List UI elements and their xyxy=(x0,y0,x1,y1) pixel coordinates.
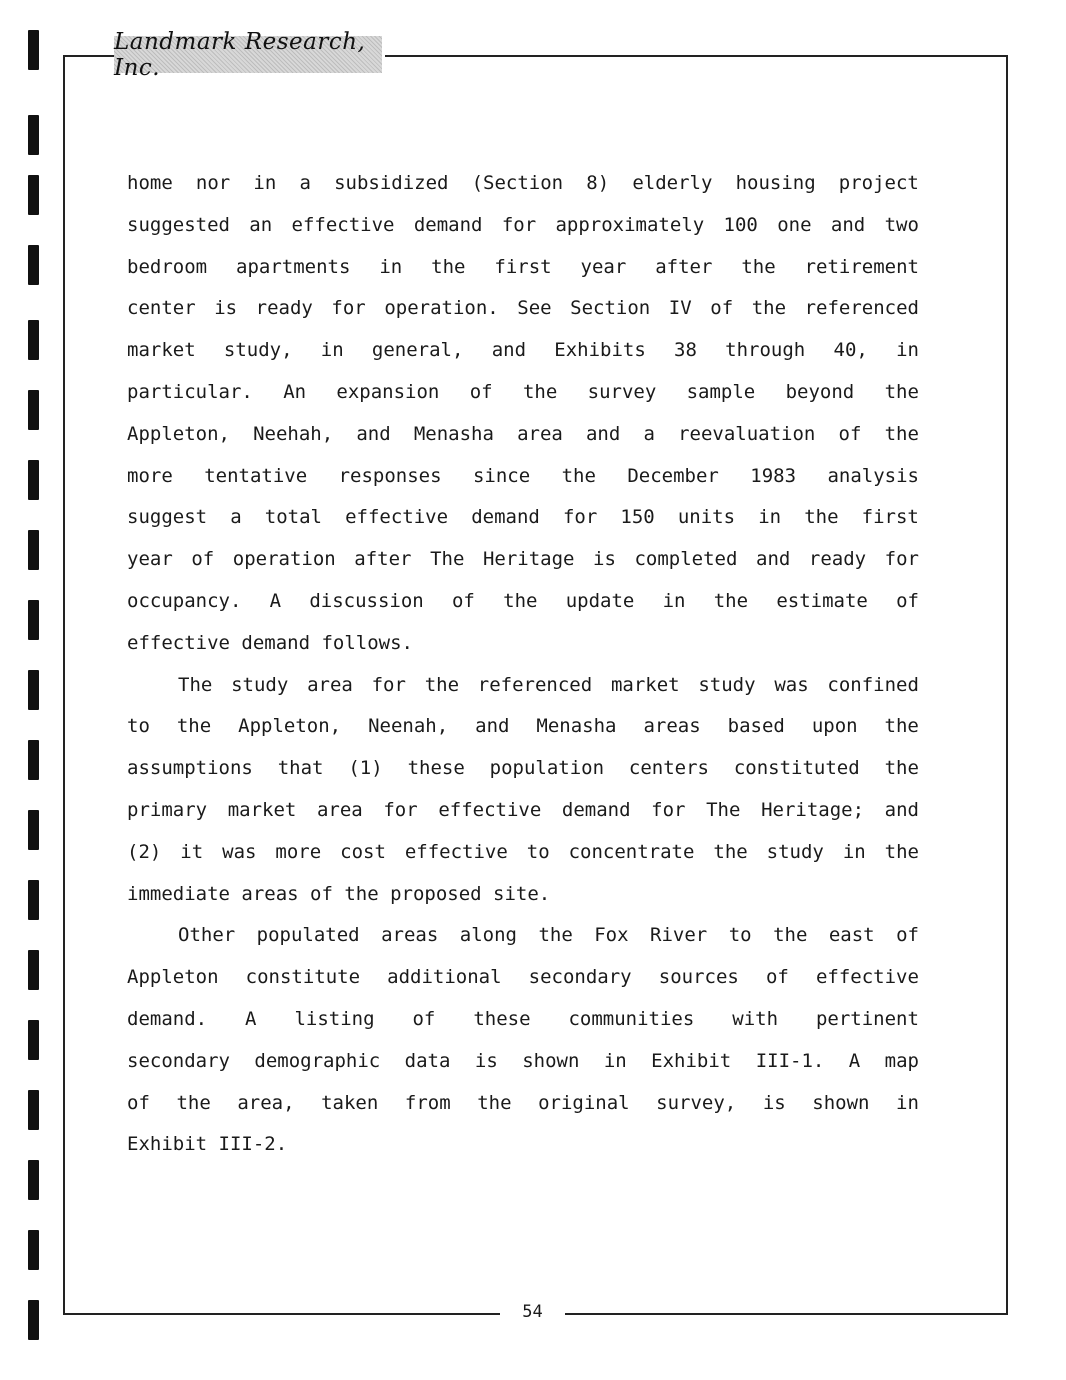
text-line: Other populated areas along the Fox River to the east of xyxy=(178,924,919,947)
text-line: secondary demographic data is shown in Exhibit III-1. A map xyxy=(127,1049,919,1072)
binder-mark xyxy=(28,1090,39,1130)
binder-mark xyxy=(28,740,39,780)
text-line: demand. A listing of these communities with pertinent xyxy=(127,1007,919,1030)
text-line: particular. An expansion of the survey sample beyond the xyxy=(127,380,919,403)
frame-top-right xyxy=(385,55,1007,57)
text-line: market study, in general, and Exhibits 38 through 40, in xyxy=(127,339,919,362)
binder-mark xyxy=(28,390,39,430)
frame-right xyxy=(1006,55,1008,1315)
text-line: assumptions that (1) these population centers constituted the xyxy=(127,757,919,780)
frame-bottom-right xyxy=(565,1313,1008,1315)
letterhead-text: Landmark Research, Inc. xyxy=(114,28,366,81)
binder-mark xyxy=(28,1230,39,1270)
binder-mark xyxy=(28,175,39,215)
binder-mark xyxy=(28,670,39,710)
text-line: Exhibit III-2. xyxy=(127,1133,288,1156)
text-line: Appleton constitute additional secondary sources of effective xyxy=(127,966,919,989)
binder-mark xyxy=(28,530,39,570)
text-line: suggested an effective demand for approximately 100 one and two xyxy=(127,213,919,236)
text-line: bedroom apartments in the first year after the retirement xyxy=(127,255,919,278)
text-line: suggest a total effective demand for 150 units in the first xyxy=(127,506,919,529)
text-line: center is ready for operation. See Section IV of the referenced xyxy=(127,297,919,320)
text-line: The study area for the referenced market study was confined xyxy=(178,673,919,696)
frame-top-left xyxy=(64,55,114,57)
binder-mark xyxy=(28,320,39,360)
page-number: 54 xyxy=(522,1302,543,1322)
text-line: home nor in a subsidized (Section 8) elderly housing project xyxy=(127,172,919,194)
binder-mark xyxy=(28,30,39,70)
text-line: Appleton, Neehah, and Menasha area and a reevaluation of the xyxy=(127,422,919,445)
binder-mark xyxy=(28,115,39,155)
binder-mark xyxy=(28,810,39,850)
binder-mark xyxy=(28,600,39,640)
text-line: primary market area for effective demand for The Heritage; and xyxy=(127,798,919,821)
frame-bottom-left xyxy=(63,1313,500,1315)
letterhead-logo xyxy=(114,28,382,81)
text-line: occupancy. A discussion of the update in the estimate of xyxy=(127,589,919,612)
binder-mark xyxy=(28,880,39,920)
document-body xyxy=(127,168,919,1171)
text-line: immediate areas of the proposed site. xyxy=(127,882,551,905)
binder-mark xyxy=(28,1300,39,1340)
binder-mark xyxy=(28,1160,39,1200)
binder-marks xyxy=(28,30,40,1375)
binder-mark xyxy=(28,950,39,990)
binder-mark xyxy=(28,245,39,285)
text-line: (2) it was more cost effective to concentrate the study in the xyxy=(127,840,919,863)
text-line: more tentative responses since the December 1983 analysis xyxy=(127,464,919,487)
binder-mark xyxy=(28,1020,39,1060)
frame-left xyxy=(63,55,65,1315)
text-line: of the area, taken from the original survey, is shown in xyxy=(127,1091,919,1114)
text-line: to the Appleton, Neenah, and Menasha areas based upon the xyxy=(127,715,919,738)
binder-mark xyxy=(28,460,39,500)
text-line: effective demand follows. xyxy=(127,631,413,654)
text-line: year of operation after The Heritage is completed and ready for xyxy=(127,548,919,571)
